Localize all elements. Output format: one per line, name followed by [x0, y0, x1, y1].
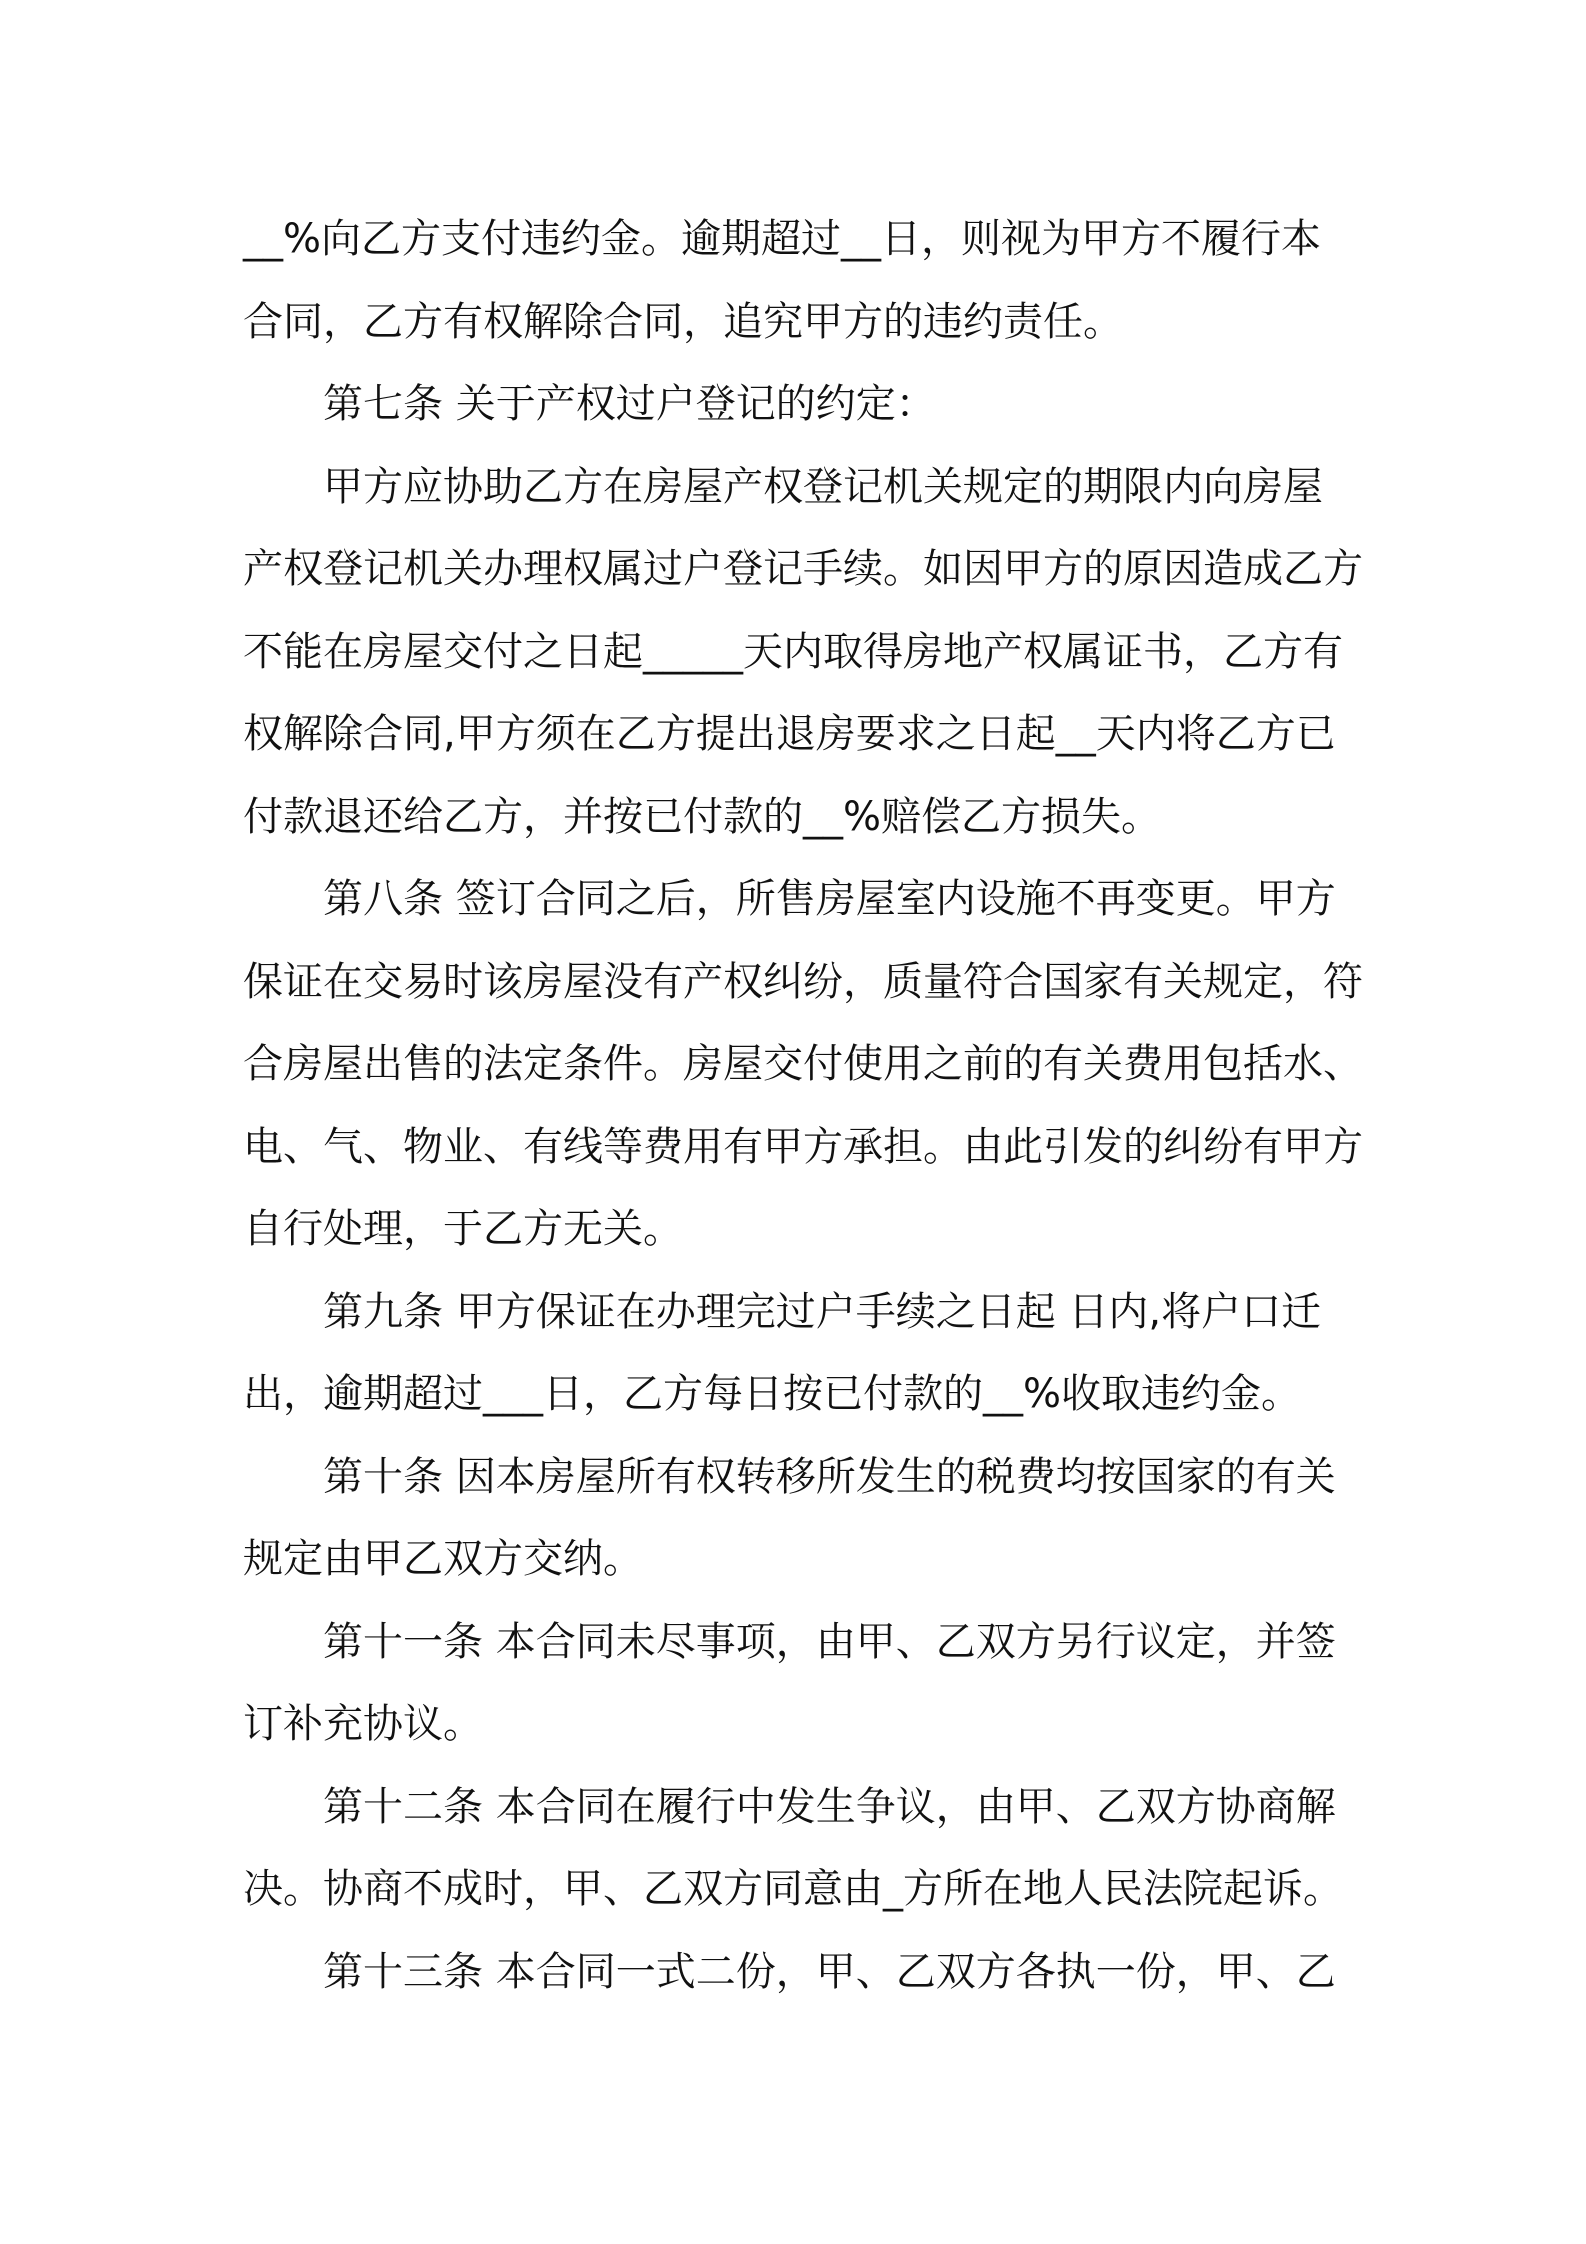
text-line: 付款退还给乙方，并按已付款的__%赔偿乙方损失。: [243, 793, 1162, 840]
text-line: 不能在房屋交付之日起_____天内取得房地产权属证书，乙方有: [243, 628, 1343, 675]
text-line: 甲方应协助乙方在房屋产权登记机关规定的期限内向房屋: [323, 463, 1323, 510]
text-line: 合房屋出售的法定条件。房屋交付使用之前的有关费用包括水、: [243, 1041, 1363, 1087]
text-line: 出，逾期超过___日，乙方每日按已付款的__%收取违约金。: [243, 1371, 1302, 1417]
article-12-start: 第十二条 本合同在履行中发生争议，由甲、乙双方协商解: [323, 1783, 1336, 1830]
text-line: 订补充协议。: [243, 1701, 483, 1747]
article-9-start: 第九条 甲方保证在办理完过户手续之日起 日内,将户口迁: [323, 1288, 1322, 1335]
article-8-start: 第八条 签订合同之后，所售房屋室内设施不再变更。甲方: [323, 876, 1336, 922]
text-line: 自行处理，于乙方无关。: [243, 1206, 683, 1252]
article-13-start: 第十三条 本合同一式二份，甲、乙双方各执一份，甲、乙: [323, 1948, 1336, 1995]
text-line: 权解除合同,甲方须在乙方提出退房要求之日起__天内将乙方已: [243, 711, 1336, 757]
text-line: 规定由甲乙双方交纳。: [243, 1536, 643, 1582]
article-11-start: 第十一条 本合同未尽事项，由甲、乙双方另行议定，并签: [323, 1618, 1336, 1665]
text-line: __%向乙方支付违约金。逾期超过__日，则视为甲方不履行本: [243, 216, 1322, 262]
article-7-heading: 第七条 关于产权过户登记的约定：: [323, 381, 936, 427]
article-10-start: 第十条 因本房屋所有权转移所发生的税费均按国家的有关: [323, 1453, 1336, 1500]
text-line: 决。协商不成时，甲、乙双方同意由_方所在地人民法院起诉。: [243, 1866, 1343, 1912]
text-line: 产权登记机关办理权属过户登记手续。如因甲方的原因造成乙方: [243, 546, 1363, 592]
text-line: 保证在交易时该房屋没有产权纠纷，质量符合国家有关规定，符: [243, 958, 1363, 1005]
text-line: 合同，乙方有权解除合同，追究甲方的违约责任。: [243, 298, 1123, 345]
contract-body: [243, 198, 1363, 2013]
text-line: 电、气、物业、有线等费用有甲方承担。由此引发的纠纷有甲方: [243, 1123, 1363, 1170]
